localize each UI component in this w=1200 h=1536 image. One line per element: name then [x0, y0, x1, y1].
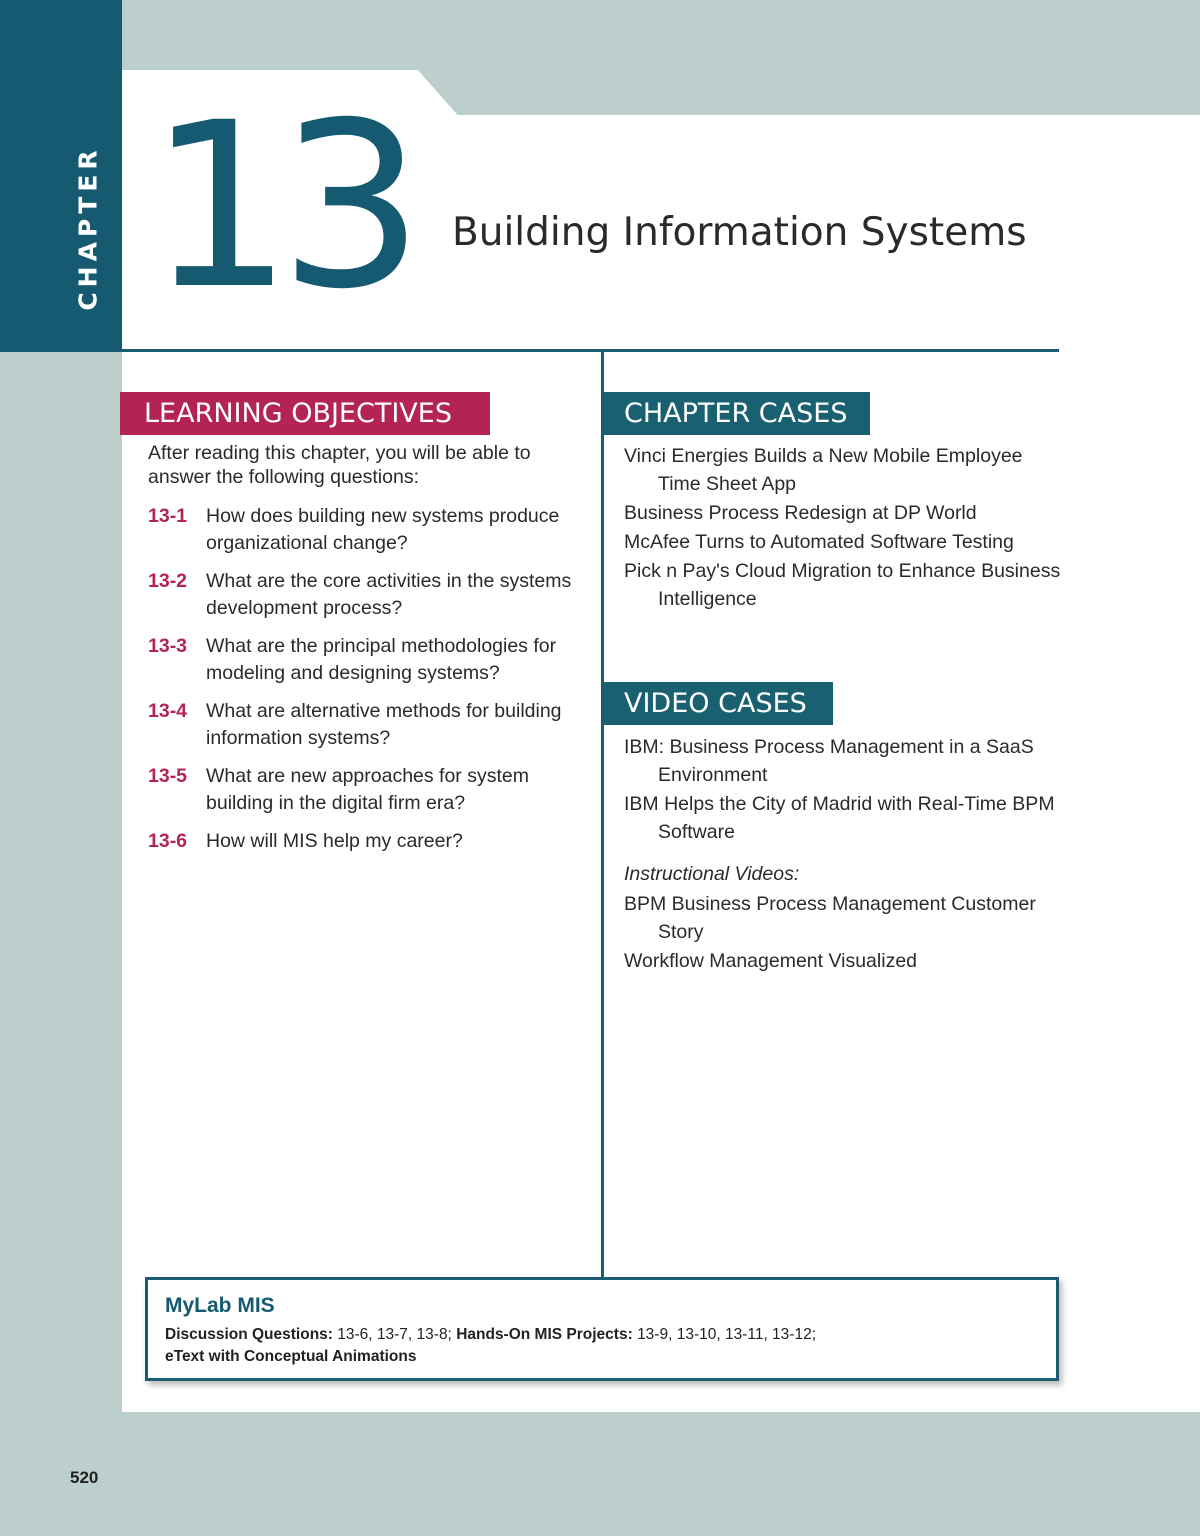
video-case-item: IBM Helps the City of Madrid with Real-Time BPM Software	[624, 793, 1055, 843]
objective-item	[148, 503, 588, 557]
objective-number: 13-2	[148, 570, 188, 592]
objective-item	[148, 828, 588, 855]
chapter-case-item: McAfee Turns to Automated Software Testing	[624, 531, 1014, 553]
objective-text: What are new approaches for system building in the digital firm era?	[206, 765, 529, 814]
discussion-questions-values: 13-6, 13-7, 13-8;	[337, 1326, 452, 1343]
chapter-case-item: Business Process Redesign at DP World	[624, 502, 977, 524]
video-cases-list	[624, 733, 1064, 976]
objective-item	[148, 698, 588, 752]
objective-number: 13-1	[148, 505, 188, 527]
video-case-item: IBM: Business Process Management in a SaaS Environment	[624, 736, 1034, 786]
objective-number: 13-6	[148, 830, 188, 852]
column-divider	[601, 352, 604, 1280]
instructional-video-item: Workflow Management Visualized	[624, 950, 918, 972]
hands-on-projects-label: Hands-On MIS Projects:	[456, 1326, 633, 1343]
mylab-assignments	[165, 1326, 816, 1344]
objective-text: What are the core activities in the systems development process?	[206, 570, 572, 619]
objective-text: How will MIS help my career?	[206, 830, 463, 852]
objective-number: 13-5	[148, 765, 188, 787]
objective-item	[148, 633, 588, 687]
hands-on-projects-values: 13-9, 13-10, 13-11, 13-12;	[637, 1326, 817, 1343]
chapter-number: 13	[148, 73, 411, 339]
chapter-case-item: Vinci Energies Builds a New Mobile Employee Time Sheet App	[624, 445, 1023, 495]
mylab-box	[145, 1277, 1059, 1381]
chapter-title: Building Information Systems	[452, 210, 1027, 255]
instructional-video-item: BPM Business Process Management Customer Story	[624, 893, 1036, 943]
chapter-band	[0, 0, 122, 352]
etext-line: eText with Conceptual Animations	[165, 1348, 417, 1365]
objective-text: What are alternative methods for building information systems?	[206, 700, 562, 749]
chapter-label: CHAPTER	[73, 145, 103, 311]
chapter-case-item: Pick n Pay's Cloud Migration to Enhance Business Intelligence	[624, 560, 1061, 610]
horizontal-rule	[122, 349, 1059, 352]
objective-text: What are the principal methodologies for modeling and designing systems?	[206, 635, 557, 684]
chapter-cases-header: CHAPTER CASES	[604, 392, 870, 435]
mylab-title: MyLab MIS	[165, 1294, 275, 1317]
objective-item	[148, 568, 588, 622]
learning-objectives-intro: After reading this chapter, you will be able to answer the following questions:	[148, 442, 531, 488]
chapter-cases-list	[624, 442, 1064, 614]
learning-objectives-header: LEARNING OBJECTIVES	[120, 392, 490, 435]
objective-number: 13-3	[148, 635, 188, 657]
instructional-videos-label: Instructional Videos:	[624, 863, 800, 885]
objective-number: 13-4	[148, 700, 188, 722]
page-number: 520	[70, 1468, 99, 1487]
discussion-questions-label: Discussion Questions:	[165, 1326, 333, 1343]
video-cases-header: VIDEO CASES	[604, 682, 833, 725]
learning-objectives-list	[148, 503, 588, 866]
objective-item	[148, 763, 588, 817]
objective-text: How does building new systems produce organizational change?	[206, 505, 560, 554]
